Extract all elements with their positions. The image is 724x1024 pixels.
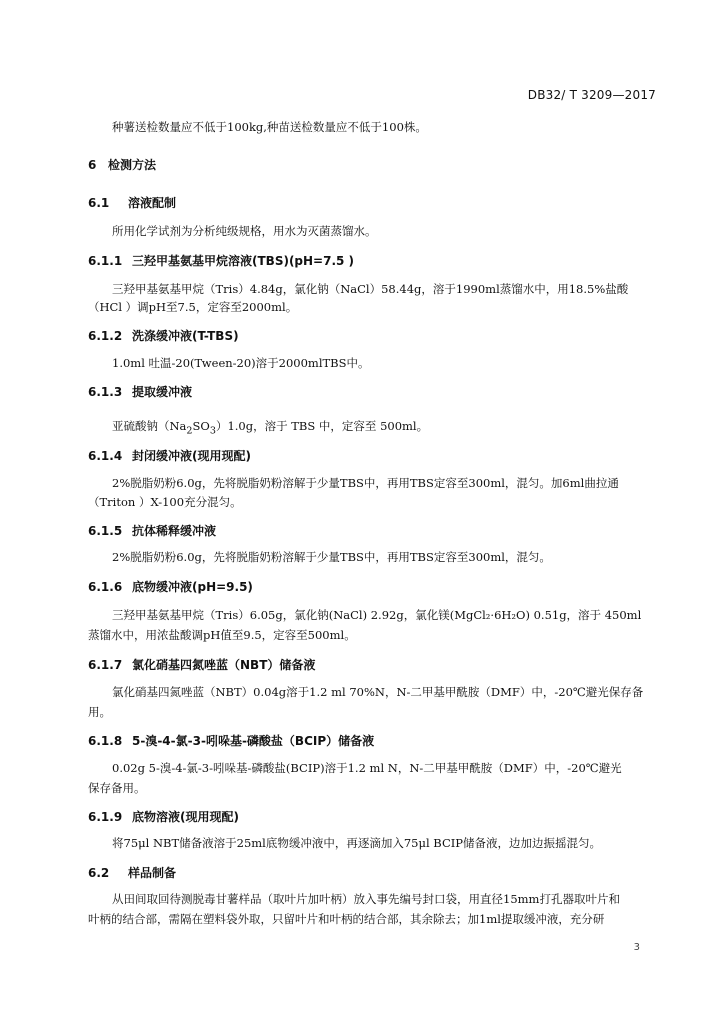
section-title: 封闭缓冲液(现用现配) <box>132 449 251 463</box>
section-number: 6.1 <box>88 196 110 210</box>
section-title: 抗体稀释缓冲液 <box>132 524 217 538</box>
section-6-1-4-line2: （Triton ）X-100充分混匀。 <box>88 495 242 509</box>
text-part: 亚硫酸钠（Na <box>112 419 187 433</box>
section-6-1-7-line1: 氯化硝基四氮唑蓝（NBT）0.04g溶于1.2 ml 70%N，N-二甲基甲酰胺（DMF）中，-20℃避光保存备 <box>112 685 644 699</box>
section-6-1-5-heading <box>88 522 216 539</box>
section-6-1-7-heading <box>88 656 315 673</box>
section-6-1-1-heading <box>88 252 354 269</box>
section-6-2-heading <box>88 864 176 881</box>
section-number: 6.1.1 <box>88 254 123 268</box>
text-part: ）1.0g，溶于 TBS 中，定容至 500ml。 <box>215 419 429 433</box>
section-6-1-2-heading <box>88 327 239 344</box>
section-title: 底物溶液(现用现配) <box>132 810 239 824</box>
section-title: 三羟甲基氨基甲烷溶液(TBS)(pH=7.5 ) <box>132 254 355 268</box>
section-number: 6.1.7 <box>88 658 123 672</box>
section-6-heading <box>88 156 156 173</box>
section-6-1-4-line1: 2%脱脂奶粉6.0g，先将脱脂奶粉溶解于少量TBS中，再用TBS定容至300ml，混匀。加6ml曲拉通 <box>112 476 619 490</box>
subscript: 2 <box>186 425 193 437</box>
section-6-1-5-line1: 2%脱脂奶粉6.0g，先将脱脂奶粉溶解于少量TBS中，再用TBS定容至300ml，混匀。 <box>112 550 551 564</box>
section-number: 6.1.5 <box>88 524 123 538</box>
section-number: 6.1.9 <box>88 810 123 824</box>
section-6-1-8-line2: 保存备用。 <box>88 781 146 795</box>
section-number: 6 <box>88 158 97 172</box>
section-6-1-6-heading <box>88 578 253 595</box>
section-6-1-9-heading <box>88 808 239 825</box>
section-6-1-9-line1: 将75μl NBT储备液溶于25ml底物缓冲液中，再逐滴加入75μl BCIP储备液，边加边振摇混匀。 <box>112 836 602 850</box>
section-6-1-6-line1: 三羟甲基氨基甲烷（Tris）6.05g，氯化钠(NaCl) 2.92g，氯化镁(MgCl₂·6H₂O) 0.51g，溶于 450ml <box>112 608 642 622</box>
section-number: 6.1.6 <box>88 580 123 594</box>
section-title: 样品制备 <box>128 866 177 880</box>
section-number: 6.2 <box>88 866 110 880</box>
section-6-1-heading <box>88 194 176 211</box>
section-6-1-3-line1 <box>88 415 658 442</box>
section-6-1-4-heading <box>88 447 251 464</box>
section-number: 6.1.8 <box>88 734 123 748</box>
section-6-1-1-line1: 三羟甲基氨基甲烷（Tris）4.84g，氯化钠（NaCl）58.44g，溶于1990ml蒸馏水中，用18.5%盐酸 <box>112 282 629 296</box>
section-6-1-1-line2: （HCl ）调pH至7.5，定容至2000ml。 <box>88 300 298 314</box>
section-6-2-line2: 叶柄的结合部，需隔在塑料袋外取，只留叶片和叶柄的结合部，其余除去；加1ml提取缓冲液，充分研 <box>88 912 605 926</box>
document-code: DB32/ T 3209—2017 <box>527 88 656 102</box>
section-6-2-line1: 从田间取回待测脱毒甘薯样品（取叶片加叶柄）放入事先编号封口袋，用直径15mm打孔器取叶片和 <box>112 892 620 906</box>
section-title: 溶液配制 <box>128 196 177 210</box>
section-title: 洗涤缓冲液(T-TBS) <box>132 329 239 343</box>
section-6-1-7-line2: 用。 <box>88 705 111 719</box>
section-6-1-6-line2: 蒸馏水中，用浓盐酸调pH值至9.5，定容至500ml。 <box>88 628 356 642</box>
subscript: 3 <box>209 425 216 437</box>
section-6-1-2-line1: 1.0ml 吐温-20(Tween-20)溶于2000mlTBS中。 <box>112 356 370 370</box>
text-part: SO <box>192 419 210 433</box>
section-title: 底物缓冲液(pH=9.5) <box>132 580 253 594</box>
section-number: 6.1.3 <box>88 385 123 399</box>
section-6-1-3-heading <box>88 383 192 400</box>
section-title: 检测方法 <box>108 158 157 172</box>
section-number: 6.1.2 <box>88 329 123 343</box>
section-title: 5-溴-4-氯-3-吲哚基-磷酸盐（BCIP）储备液 <box>132 734 375 748</box>
section-6-1-8-line1: 0.02g 5-溴-4-氯-3-吲哚基-磷酸盐(BCIP)溶于1.2 ml N，N-二甲基甲酰胺（DMF）中，-20℃避光 <box>112 761 622 775</box>
page-number: 3 <box>633 942 640 953</box>
section-title: 提取缓冲液 <box>132 385 193 399</box>
intro-paragraph: 种薯送检数量应不低于100kg,种苗送检数量应不低于100株。 <box>112 120 427 134</box>
section-number: 6.1.4 <box>88 449 123 463</box>
section-6-1-8-heading <box>88 732 374 749</box>
section-title: 氯化硝基四氮唑蓝（NBT）储备液 <box>132 658 316 672</box>
section-6-1-body: 所用化学试剂为分析纯级规格，用水为灭菌蒸馏水。 <box>112 224 377 238</box>
